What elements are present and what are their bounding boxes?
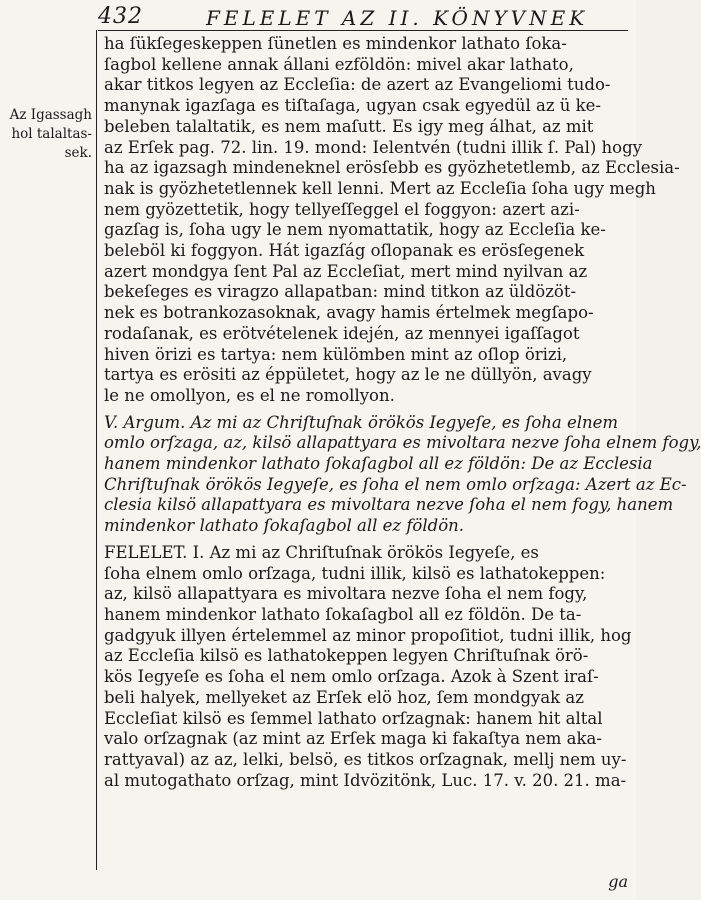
catchword: ga [608, 872, 628, 891]
argum-line: omlo orſzaga, az, kilsö allapattyara es mivoltara nezve ſoha elnem fogy, [104, 433, 701, 453]
page-number: 432 [98, 4, 143, 29]
text-line: akar titkos legyen az Eccleſia: de azert az Evangeliomi tudo- [104, 75, 611, 95]
felelet-line: hanem mindenkor lathato ſokaſagbol all ez földön. De ta- [104, 604, 582, 624]
text-line: rodaſanak, es erötvételenek idején, az mennyei igaſſagot [104, 323, 580, 343]
paragraph-1 [104, 34, 680, 407]
text-line: beleböl ki foggyon. Hát igazſág oſlopanak es erösſegenek [104, 241, 585, 261]
argum-line: Chriſtuſnak örökös Iegyeſe, es ſoha el nem omlo orſzaga: Azert az Ec- [104, 474, 687, 494]
text-line: nak is gyözhetetlennek kell lenni. Mert az Eccleſia ſoha ugy megh [104, 178, 656, 198]
text-line: ha ſükſegeskeppen ſünetlen es mindenkor lathato ſoka- [104, 34, 567, 53]
felelet-line: gadgyuk illyen értelemmel az minor propoſitiot, tudni illik, hog [104, 625, 632, 645]
felelet-line: az, kilsö allapattyara es mivoltara nezve ſoha el nem fogy, [104, 584, 588, 604]
text-line: le ne omollyon, es el ne romollyon. [104, 385, 395, 405]
text-line: nek es botrankozasoknak, avagy hamis értelmek megſapo- [104, 303, 594, 323]
text-line: azert mondgya ſent Pal az Eccleſiat, mert mind nyilvan az [104, 261, 588, 281]
margin-rule [96, 30, 97, 870]
felelet-line: beli halyek, mellyeket az Erſek elö hoz, ſem mondgyak az [104, 687, 584, 707]
felelet-line: al mutogathato orſzag, mint Idvözitönk, Luc. 17. v. 20. 21. ma- [104, 770, 627, 790]
argum-section [104, 412, 701, 537]
argum-line: clesia kilsö allapattyara es mivoltara nezve ſoha el nem fogy, hanem [104, 495, 674, 515]
margin-note [6, 106, 92, 163]
felelet-line: FELELET. I. Az mi az Chriſtuſnak örökös Iegyeſe, es [104, 542, 539, 562]
running-head: FELELET AZ II. KÖNYVNEK [206, 6, 589, 30]
argum-line: V. Argum. Az mi az Chriſtuſnak örökös Iegyeſe, es ſoha elnem [104, 412, 619, 432]
felelet-line: rattyaval) az az, lelki, belsö, es titkos orſzagnak, mellj nem uy- [104, 749, 627, 769]
felelet-line: kös Iegyeſe es ſoha el nem omlo orſzaga. Azok à Szent iraſ- [104, 667, 599, 687]
argum-line: mindenkor lathato ſokaſagbol all ez földön. [104, 516, 465, 536]
text-line: ha az igazsagh mindeneknel erösſebb es gyözhetetlemb, az Ecclesia- [104, 158, 680, 178]
felelet-line: valo orſzagnak (az mint az Erſek maga ki fakaſtya nem aka- [104, 729, 602, 749]
felelet-line: Eccleſiat kilsö es ſemmel lathato orſzagnak: hanem hit altal [104, 708, 603, 728]
page-header [98, 2, 628, 31]
text-line: az Erſek pag. 72. lin. 19. mond: Ielentvén (tudni illik ſ. Pal) hogy [104, 137, 642, 157]
felelet-line: az Eccleſia kilsö es lathatokeppen legyen Chriſtuſnak örö- [104, 646, 589, 666]
text-line: gazſag is, ſoha ugy le nem nyomattatik, hogy az Eccleſia ke- [104, 220, 606, 240]
margin-note-line: sek. [64, 145, 92, 161]
felelet-line: ſoha elnem omlo orſzaga, tudni illik, kilsö es lathatokeppen: [104, 563, 606, 583]
margin-note-line: hol talaltas- [11, 126, 92, 142]
text-line: hiven örizi es tartya: nem külömben mint az oſlop örizi, [104, 344, 568, 364]
text-line: bekeſeges es viragzo allapatban: mind titkon az üldözöt- [104, 282, 577, 302]
text-line: ſagbol kellene annak állani ezföldön: mivel akar lathato, [104, 54, 574, 74]
text-line: manynak igazſaga es tiſtaſaga, ugyan csak egyedül az ü ke- [104, 96, 602, 116]
margin-note-line: Az Igassagh [9, 107, 92, 123]
body-text [104, 34, 701, 791]
felelet-section [104, 542, 632, 791]
argum-line: hanem mindenkor lathato ſokaſagbol all ez földön: De az Ecclesia [104, 454, 653, 474]
text-line: nem gyözettetik, hogy tellyeſſeggel el foggyon: azert azi- [104, 199, 580, 219]
text-line: beleben talaltatik, es nem maſutt. Es igy meg álhat, az mit [104, 116, 594, 136]
text-line: tartya es erösiti az éppületet, hogy az le ne düllyön, avagy [104, 365, 592, 385]
